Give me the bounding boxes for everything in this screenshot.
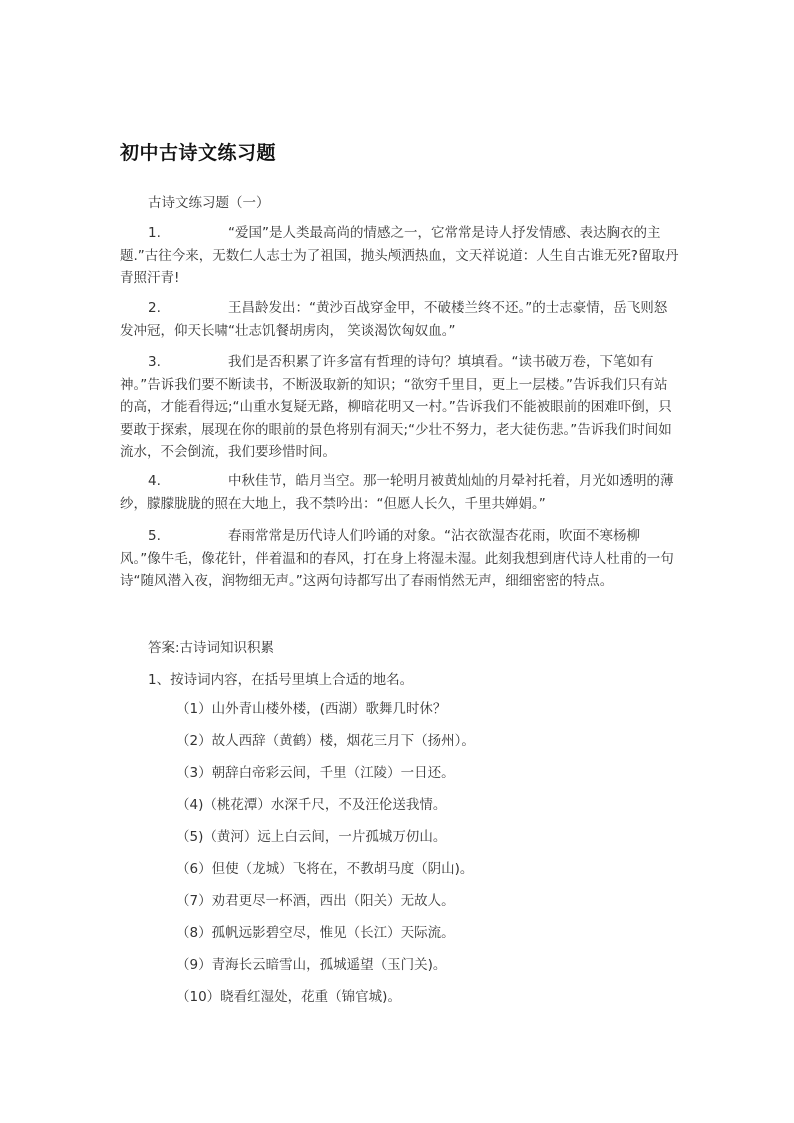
question-2 xyxy=(120,297,680,342)
answer-item: （1）山外青山楼外楼，(西湖）歌舞几时休？ xyxy=(176,701,447,717)
question-1 xyxy=(120,222,680,290)
answer-item: （2）故人西辞（黄鹤）楼，烟花三月下（扬州）。 xyxy=(176,733,475,749)
answer-heading: 答案:古诗词知识积累 xyxy=(148,640,275,656)
answer-item: （9）青海长云暗雪山，孤城遥望（玉门关)。 xyxy=(176,957,447,973)
answer-item: （10）晓看红湿处，花重（锦官城)。 xyxy=(176,989,401,1005)
question-text: 王昌龄发出：“黄沙百战穿金甲，不破楼兰终不还。”的士志豪情，岳飞则怒发冲冠，仰天长啸“壮志饥餐胡虏肉， 笑谈渴饮匈奴血。” xyxy=(120,300,668,339)
question-text: “爱国”是人类最高尚的情感之一，它常常是诗人抒发情感、表达胸衣的主题.”古往今来，无数仁人志士为了祖国，抛头颅洒热血，文天祥说道：人生自古谁无死?留取丹青照汗青! xyxy=(120,225,679,286)
question-text: 我们是否积累了许多富有哲理的诗句？填填看。“读书破万卷，下笔如有神。”告诉我们要不断读书，不断汲取新的知识；“欲穷千里目，更上一层楼。”告诉我们只有站的高，才能看得远;“山重水复疑无路，柳暗花明又一村。”告诉我们不能被眼前的困难吓倒，只要敢于探索，展现在你的眼前的景色将别有洞天;“少壮不努力，老大徒伤悲。”告诉我们时间如流水，不会倒流，我们要珍惜时间。 xyxy=(120,354,672,460)
question-number: 2. xyxy=(148,300,161,316)
question-text: 春雨常常是历代诗人们吟诵的对象。“沾衣欲湿杏花雨，吹面不寒杨柳风。”像牛毛，像花针，伴着温和的春风，打在身上将湿未湿。此刻我想到唐代诗人杜甫的一句诗“随风潜入夜，润物细无声。”这两句诗都写出了春雨悄然无声，细细密密的特点。 xyxy=(120,528,674,589)
answer-subheading: 1、按诗词内容，在括号里填上合适的地名。 xyxy=(148,672,414,688)
answer-item: （7）劝君更尽一杯酒，西出（阳关）无故人。 xyxy=(176,893,455,909)
question-number: 5. xyxy=(148,528,161,544)
answer-item: （4)（桃花潭）水深千尺，不及汪伦送我情。 xyxy=(176,797,447,813)
answer-item: （6）但使（龙城）飞将在，不教胡马度（阴山)。 xyxy=(176,861,474,877)
question-4 xyxy=(120,470,680,515)
section-heading: 古诗文练习题（一） xyxy=(148,195,270,211)
question-number: 4. xyxy=(148,473,161,489)
answer-list xyxy=(176,700,475,1020)
answer-item: （5)（黄河）远上白云间，一片孤城万仞山。 xyxy=(176,829,447,845)
answer-item: （8）孤帆远影碧空尽，惟见（长江）天际流。 xyxy=(176,925,455,941)
answer-item: （3）朝辞白帝彩云间，千里（江陵）一日还。 xyxy=(176,765,455,781)
page-title: 初中古诗文练习题 xyxy=(120,142,277,164)
question-number: 1. xyxy=(148,225,161,241)
question-5 xyxy=(120,525,680,593)
question-3 xyxy=(120,351,680,464)
question-text: 中秋佳节，皓月当空。那一轮明月被黄灿灿的月晕衬托着，月光如透明的薄纱，朦朦胧胧的照在大地上，我不禁吟出：“但愿人长久，千里共婵娟。” xyxy=(120,473,674,512)
question-number: 3. xyxy=(148,354,161,370)
